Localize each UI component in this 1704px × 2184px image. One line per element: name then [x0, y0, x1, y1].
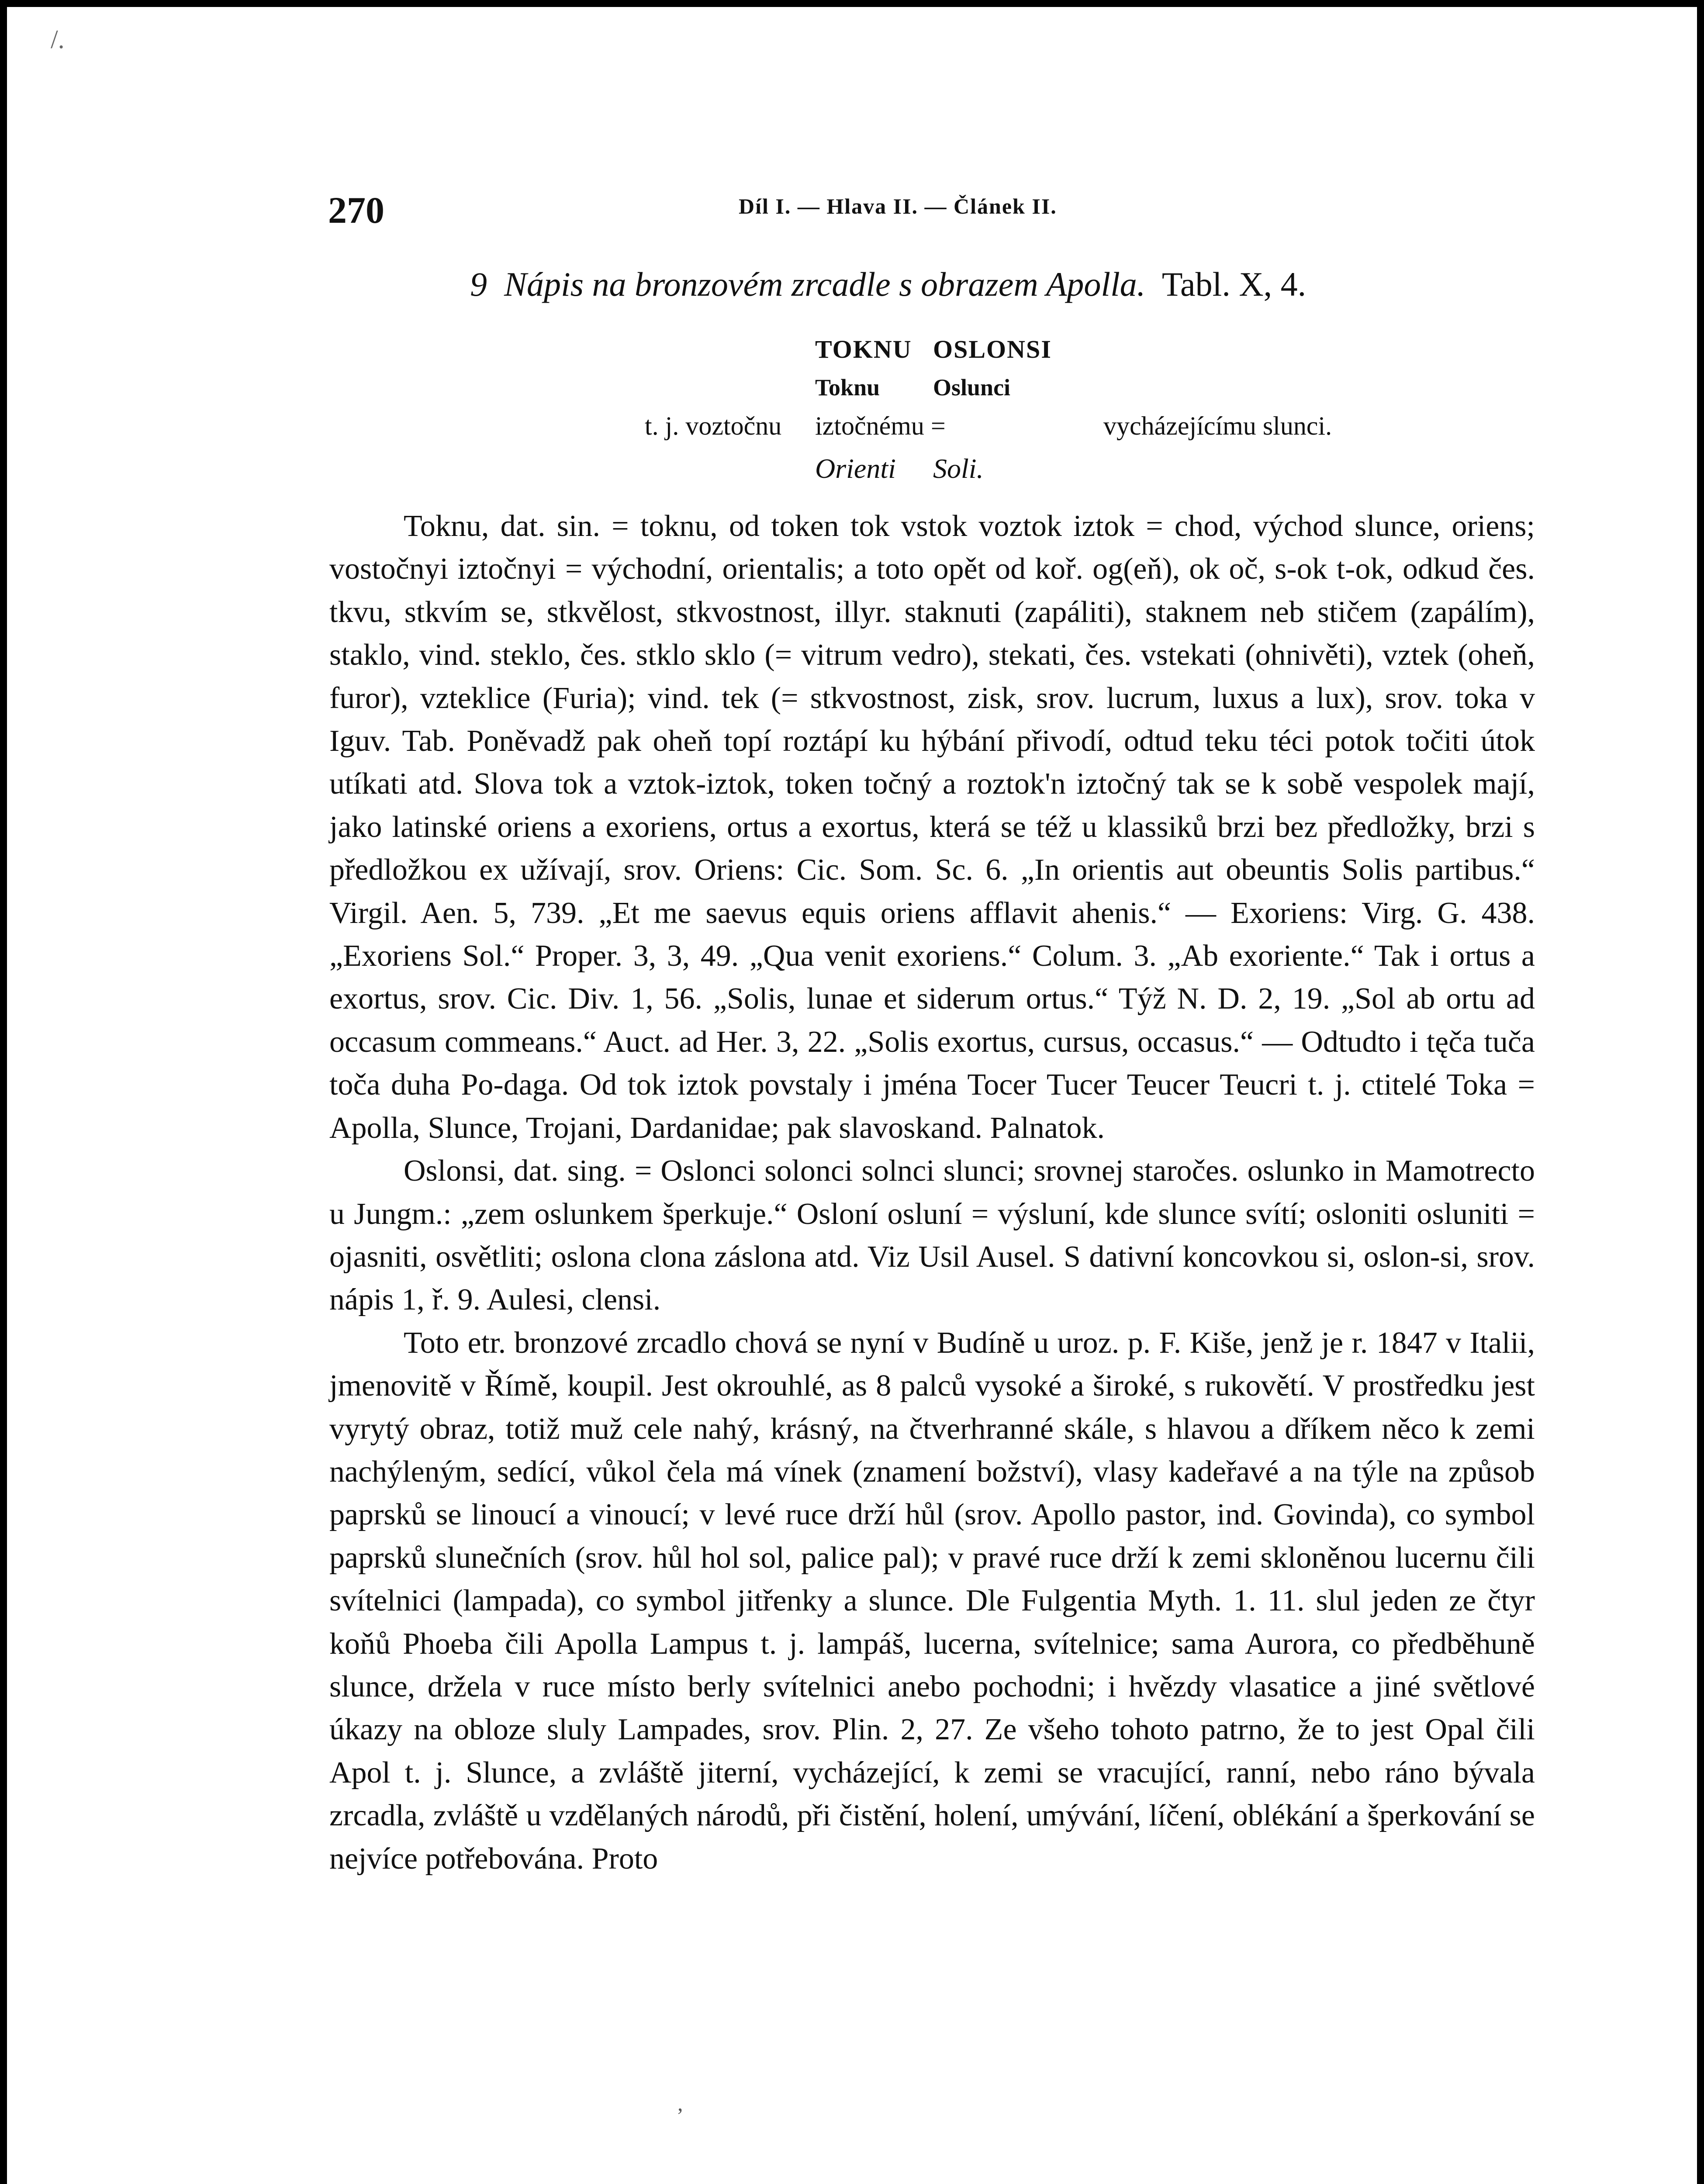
inscription-word-1: TOKNU — [815, 335, 912, 363]
paragraph-oslonsi: Oslonsi, dat. sing. = Oslonci solonci solnci slunci; srovnej staročes. oslunko in Mamotrecto u Jungm.: „zem oslunkem šperkuje.“ Osloní osluní = výsluní, kde slunce svítí; osloniti osluniti = ojasniti, osvětliti; oslona clona záslona atd. Viz Usil Ausel. S dativní koncovkou si, oslon-si, srov. nápis 1, ř. 9. Aulesi, clensi. — [329, 1154, 1535, 1317]
paragraph-toknu: Toknu, dat. sin. = toknu, od token tok vstok voztok iztok = chod, východ slunce, oriens; vostočnyi iztočnyi = východní, orientalis; a toto opět od koř. og(eň), ok oč, s-ok t-ok, odkud čes. tkvu, stkvím se, stkvělost, stkvostnost, illyr. staknuti (zapáliti), staknem neb stičem (zapálím), staklo, vind. steklo, čes. stklo sklo (= vitrum vedro), stekati, čes. vstekati (ohnivěti), vztek (oheň, furor), vzteklice (Furia); vind. tek (= stkvostnost, zisk, srov. lucrum, luxus a lux), srov. toka v Iguv. Tab. Poněvadž pak oheň topí roztápí ku hýbání přivodí, odtud teku téci potok točiti útok utíkati atd. Slova tok a vztok-iztok, token točný a roztok'n iztočný tak se k sobě vespolek mají, jako latinské oriens a exoriens, ortus a exortus, která se též u klassiků brzi bez předložky, brzi s předložkou ex užívají, srov. Oriens: Cic. Som. Sc. 6. „In orientis aut obeuntis Solis partibus.“ Virgil. Aen. 5, 739. „Et me saevus equis oriens afflavit ahenis.“ — Exoriens: Virg. G. 438. „Exoriens Sol.“ Proper. 3, 3, 49. „Qua venit exoriens.“ Colum. 3. „Ab exoriente.“ Tak i ortus a exortus, srov. Cic. Div. 1, 56. „Solis, lunae et siderum ortus.“ Týž N. D. 2, 19. „Sol ab ortu ad occasum commeans.“ Auct. ad Her. 3, 22. „Solis exortus, cursus, occasus.“ — Odtudto i tęča tuča toča duha Po-daga. Od tok iztok povstaly i jména Tocer Tucer Teucer Teucri t. j. ctitelé Toka = Apolla, Slunce, Trojani, Dardanidae; pak slavoskand. Palnatok. — [329, 509, 1535, 1145]
gloss-prefix: t. j. voztočnu — [645, 411, 782, 440]
transcription-word-1: Toknu — [815, 374, 880, 401]
latin-word-1: Orienti — [815, 453, 896, 484]
running-title: Díl I. — Hlava II. — Článek II. — [739, 194, 1057, 218]
transcription-word-2: Oslunci — [933, 374, 1011, 401]
body-text — [329, 505, 1535, 1880]
inscription-word-2: OSLONSI — [933, 335, 1052, 363]
gloss-word-1: iztočnému = — [815, 411, 946, 440]
corner-mark: /. — [51, 25, 65, 54]
inscription-number: 9 — [470, 265, 487, 303]
inscription-caption — [470, 265, 1409, 304]
inscription-title: Nápis na bronzovém zrcadle s obrazem Apolla. — [504, 265, 1146, 303]
plate-reference: Tabl. X, 4. — [1161, 265, 1307, 303]
gloss-word-2: vycházejícímu slunci. — [1103, 411, 1332, 440]
latin-word-2: Soli. — [933, 453, 984, 484]
bottom-mark: , — [677, 2091, 683, 2115]
paragraph-mirror-description: Toto etr. bronzové zrcadlo chová se nyní v Budíně u uroz. p. F. Kiše, jenž je r. 1847 v Italii, jmenovitě v Římě, koupil. Jest okrouhlé, as 8 palců vysoké a široké, s rukovětí. V prostředku jest vyrytý obraz, totiž muž cele nahý, krásný, na čtverhranné skále, s hlavou a dříkem něco k zemi nachýleným, sedící, vůkol čela má vínek (znamení božství), vlasy kadeřavé a na týle na způsob paprsků se linoucí a vinoucí; v levé ruce drží hůl (srov. Apollo pastor, ind. Govinda), co symbol paprsků slunečních (srov. hůl hol sol, palice pal); v pravé ruce drží k zemi skloněnou lucernu čili svítelnici (lampada), co symbol jitřenky a slunce. Dle Fulgentia Myth. 1. 11. slul jeden ze čtyr koňů Phoeba čili Apolla Lampus t. j. lampáš, lucerna, svítelnice; sama Aurora, co předběhuně slunce, držela v ruce místo berly svítelnici anebo pochodni; i hvězdy vlasatice a jiné světlové úkazy na obloze sluly Lampades, srov. Plin. 2, 27. Ze všeho tohoto patrno, že to jest Opal čili Apol t. j. Slunce, a zvláště jiterní, vycházející, k zemi se vracující, ranní, nebo ráno bývala zrcadla, zvláště u vzdělaných národů, při čistění, holení, umývání, líčení, oblékání a šperkování se nejvíce potřebována. Proto — [329, 1326, 1535, 1876]
running-head — [328, 188, 1538, 241]
page-number: 270 — [328, 189, 384, 231]
